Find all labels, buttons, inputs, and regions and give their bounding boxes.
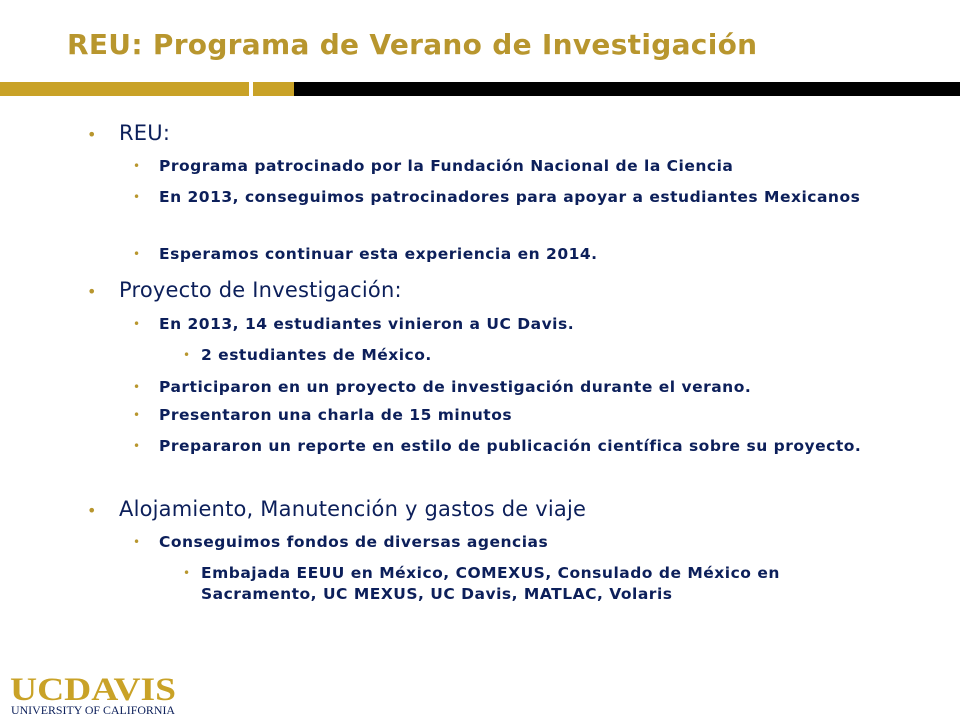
bullet-marker: • bbox=[87, 125, 97, 144]
sub-bullet bbox=[133, 187, 879, 208]
bullet-marker: • bbox=[183, 566, 191, 580]
sub-bullet bbox=[133, 532, 879, 553]
bullet-marker: • bbox=[133, 439, 141, 453]
bullet-text: Embajada EEUU en México, COMEXUS, Consulado de México en Sacramento, UC MEXUS, UC Davis, MATLAC, Volaris bbox=[201, 564, 780, 603]
bullet-text: Presentaron una charla de 15 minutos bbox=[159, 406, 513, 424]
sub-sub-bullet bbox=[183, 563, 861, 605]
sub-bullet bbox=[133, 405, 879, 426]
sub-sub-bullet bbox=[183, 345, 861, 366]
bullet-text: Proyecto de Investigación: bbox=[119, 278, 402, 302]
sub-bullet bbox=[133, 156, 879, 177]
sub-bullet bbox=[133, 436, 879, 457]
bullet-marker: • bbox=[133, 380, 141, 394]
sub-bullet bbox=[133, 244, 879, 265]
sub-bullet bbox=[133, 377, 879, 398]
logo-wordmark: UCDAVIS bbox=[10, 672, 176, 708]
bullet-marker: • bbox=[133, 247, 141, 261]
bullet-text: Participaron en un proyecto de investigación durante el verano. bbox=[159, 378, 752, 396]
sub-bullet bbox=[133, 314, 879, 335]
bullet-text: 2 estudiantes de México. bbox=[201, 346, 432, 364]
bullet-marker: • bbox=[183, 348, 191, 362]
logo-subtitle: UNIVERSITY OF CALIFORNIA bbox=[11, 705, 176, 716]
bullet-marker: • bbox=[133, 317, 141, 331]
bullet-marker: • bbox=[87, 282, 97, 301]
header-bar-black bbox=[294, 82, 960, 96]
header-bar-gold-short bbox=[253, 82, 294, 96]
bullet-text: Programa patrocinado por la Fundación Nacional de la Ciencia bbox=[159, 157, 734, 175]
bullet-reu bbox=[87, 121, 170, 145]
bullet-alojamiento bbox=[87, 497, 586, 521]
bullet-text: En 2013, conseguimos patrocinadores para apoyar a estudiantes Mexicanos bbox=[159, 188, 861, 206]
bullet-marker: • bbox=[87, 501, 97, 520]
bullet-proyecto bbox=[87, 278, 402, 302]
bullet-marker: • bbox=[133, 159, 141, 173]
bullet-text: Prepararon un reporte en estilo de publicación científica sobre su proyecto. bbox=[159, 437, 862, 455]
bullet-text: Alojamiento, Manutención y gastos de viaje bbox=[119, 497, 587, 521]
bullet-marker: • bbox=[133, 408, 141, 422]
bullet-marker: • bbox=[133, 535, 141, 549]
bullet-text: Esperamos continuar esta experiencia en 2014. bbox=[159, 245, 598, 263]
bullet-text: REU: bbox=[119, 121, 171, 145]
uc-davis-logo bbox=[10, 672, 180, 716]
header-bar-gold bbox=[0, 82, 249, 96]
slide-title: REU: Programa de Verano de Investigación bbox=[67, 28, 758, 61]
bullet-text: Conseguimos fondos de diversas agencias bbox=[159, 533, 549, 551]
bullet-marker: • bbox=[133, 190, 141, 204]
bullet-text: En 2013, 14 estudiantes vinieron a UC Davis. bbox=[159, 315, 575, 333]
